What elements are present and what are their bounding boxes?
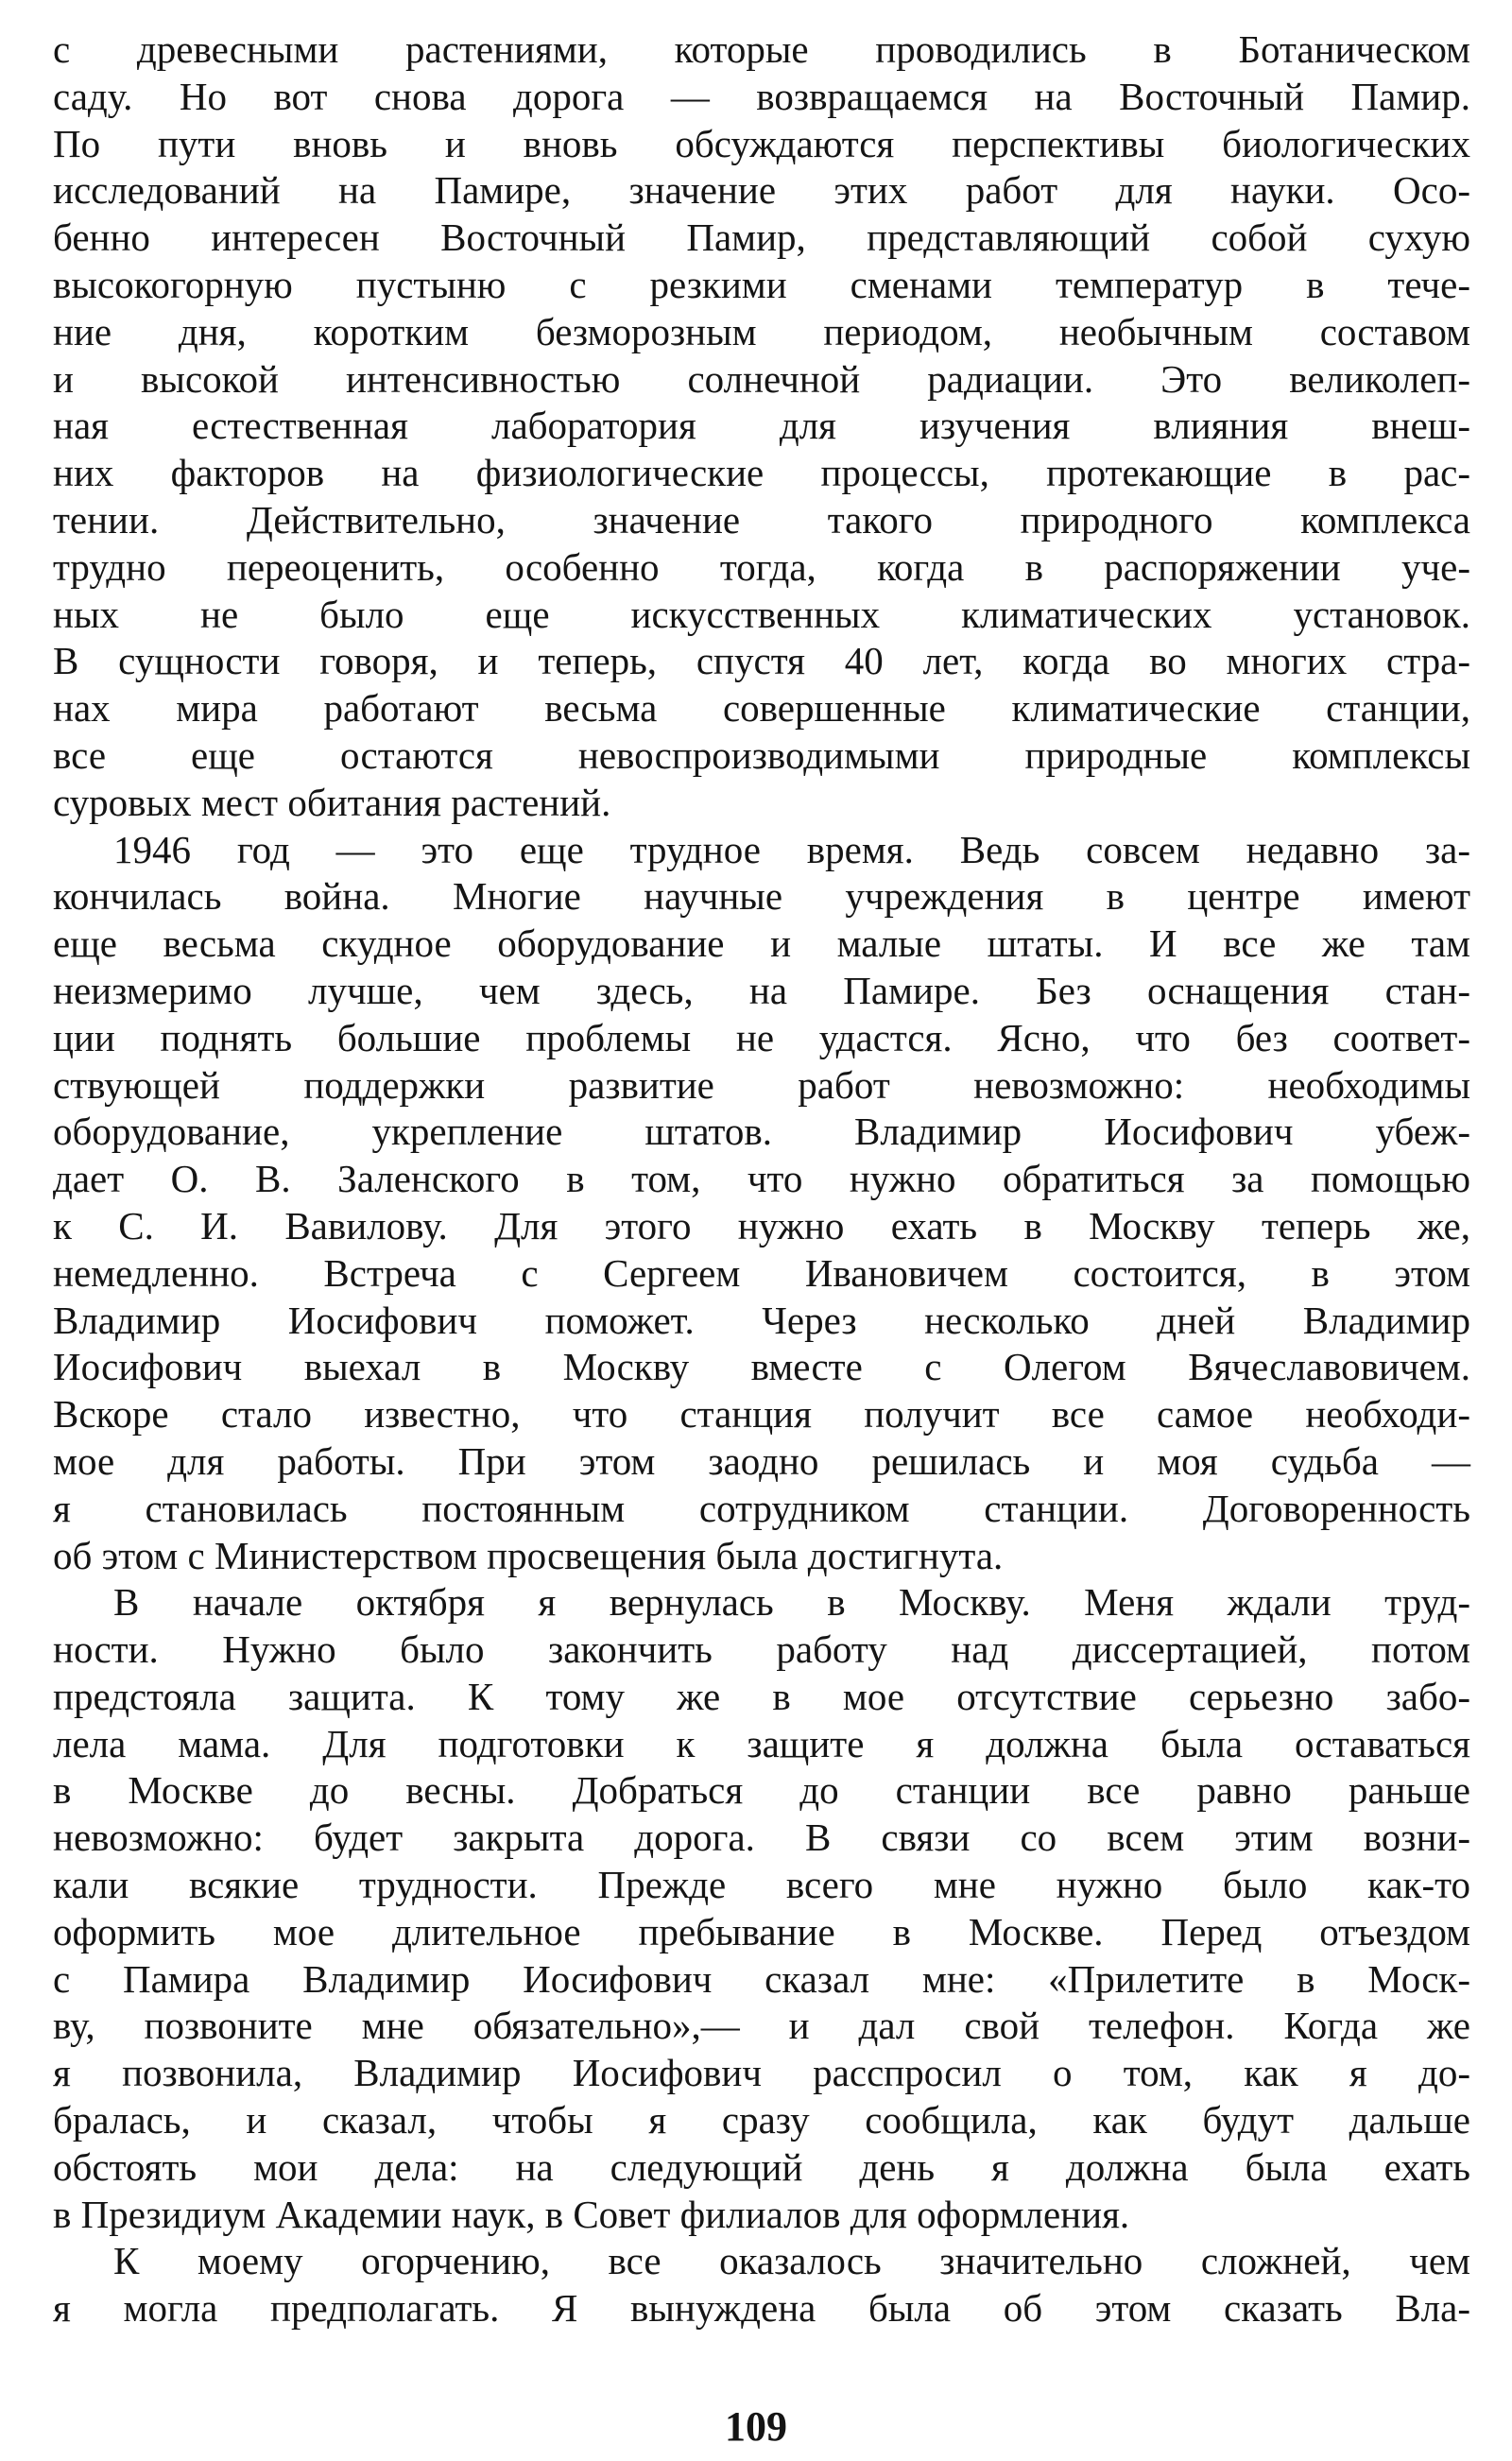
text-line: К моему огорчению, все оказалось значительно сложней, чем xyxy=(113,2239,1470,2283)
text-line: ствующей поддержки развитие работ невозможно: необходимы xyxy=(53,1062,1470,1107)
text-line: все еще остаются невоспроизводимыми природные комплексы xyxy=(53,732,1470,777)
text-line: суровых мест обитания растений. xyxy=(53,780,611,824)
text-line: саду. Но вот снова дорога — возвращаемся на Восточный Памир. xyxy=(53,74,1470,118)
text-line: ние дня, коротким безморозным периодом, необычным составом xyxy=(53,309,1470,353)
text-line: В сущности говоря, и теперь, спустя 40 лет, когда во многих стра- xyxy=(53,639,1470,683)
text-line: неизмеримо лучше, чем здесь, на Памире. Без оснащения стан- xyxy=(53,968,1470,1012)
text-line: оформить мое длительное пребывание в Москве. Перед отъездом xyxy=(53,1909,1470,1953)
text-line: мое для работы. При этом заодно решилась и моя судьба — xyxy=(53,1438,1470,1483)
text-line: нах мира работают весьма совершенные климатические станции, xyxy=(53,686,1470,731)
text-line: исследований на Памире, значение этих работ для науки. Осо- xyxy=(53,168,1470,213)
text-line: обстоять мои дела: на следующий день я должна была ехать xyxy=(53,2144,1470,2189)
text-line: 1946 год — это еще трудное время. Ведь совсем недавно за- xyxy=(113,827,1470,871)
text-line: невозможно: будет закрыта дорога. В связи со всем этим возни- xyxy=(53,1816,1470,1860)
text-line: бенно интересен Восточный Памир, представляющий собой сухую xyxy=(53,215,1470,260)
text-line: Владимир Иосифович поможет. Через несколько дней Владимир xyxy=(53,1298,1470,1342)
text-line: я становилась постоянным сотрудником станции. Договоренность xyxy=(53,1486,1470,1530)
paragraph xyxy=(53,827,1470,1580)
text-line: я позвонила, Владимир Иосифович расспросил о том, как я до- xyxy=(53,2051,1470,2095)
text-line: предстояла защита. К тому же в мое отсутствие серьезно забо- xyxy=(53,1674,1470,1718)
text-line: об этом с Министерством просвещения была достигнута. xyxy=(53,1533,1004,1577)
text-line: В начале октября я вернулась в Москву. Меня ждали труд- xyxy=(113,1580,1470,1625)
text-line: ности. Нужно было закончить работу над диссертацией, потом xyxy=(53,1627,1470,1672)
text-line: трудно переоценить, особенно тогда, когда в распоряжении уче- xyxy=(53,544,1470,589)
text-line: еще весьма скудное оборудование и малые штаты. И все же там xyxy=(53,921,1470,966)
text-line: них факторов на физиологические процессы, протекающие в рас- xyxy=(53,451,1470,495)
text-line: дает О. В. Заленского в том, что нужно обратиться за помощью xyxy=(53,1157,1470,1201)
text-line: оборудование, укрепление штатов. Владимир Иосифович убеж- xyxy=(53,1110,1470,1154)
paragraph xyxy=(53,1579,1470,2238)
paragraph xyxy=(53,2238,1470,2332)
text-line: в Москве до весны. Добраться до станции все равно раньше xyxy=(53,1768,1470,1813)
text-line: По пути вновь и вновь обсуждаются перспективы биологических xyxy=(53,121,1470,165)
text-line: в Президиум Академии наук, в Совет филиалов для оформления. xyxy=(53,2192,1130,2236)
paragraph xyxy=(53,26,1470,827)
text-line: к С. И. Вавилову. Для этого нужно ехать в Москву теперь же, xyxy=(53,1203,1470,1248)
text-line: кали всякие трудности. Прежде всего мне нужно было как-то xyxy=(53,1863,1470,1907)
text-line: ву, позвоните мне обязательно»,— и дал свой телефон. Когда же xyxy=(53,2004,1470,2048)
text-line: немедленно. Встреча с Сергеем Ивановичем состоится, в этом xyxy=(53,1250,1470,1295)
text-line: я могла предполагать. Я вынуждена была об этом сказать Вла- xyxy=(53,2286,1470,2331)
text-line: кончилась война. Многие научные учреждения в центре имеют xyxy=(53,874,1470,919)
text-line: ных не было еще искусственных климатических установок. xyxy=(53,592,1470,636)
page-number: 109 xyxy=(725,2403,787,2450)
book-page xyxy=(53,26,1470,2408)
text-line: и высокой интенсивностью солнечной радиации. Это великолеп- xyxy=(53,356,1470,401)
text-line: ции поднять большие проблемы не удастся. Ясно, что без соответ- xyxy=(53,1015,1470,1059)
text-line: высокогорную пустыню с резкими сменами температур в тече- xyxy=(53,262,1470,306)
text-line: Иосифович выехал в Москву вместе с Олегом Вячеславовичем. xyxy=(53,1345,1470,1389)
text-line: бралась, и сказал, чтобы я сразу сообщила, как будут дальше xyxy=(53,2098,1470,2143)
text-line: тении. Действительно, значение такого природного комплекса xyxy=(53,497,1470,542)
text-line: лела мама. Для подготовки к защите я должна была оставаться xyxy=(53,1721,1470,1765)
text-line: ная естественная лаборатория для изучения влияния внеш- xyxy=(53,404,1470,448)
text-line: Вскоре стало известно, что станция получит все самое необходи- xyxy=(53,1392,1470,1437)
text-line: с древесными растениями, которые проводились в Ботаническом xyxy=(53,27,1470,71)
text-line: с Памира Владимир Иосифович сказал мне: «Прилетите в Моск- xyxy=(53,1956,1470,2001)
